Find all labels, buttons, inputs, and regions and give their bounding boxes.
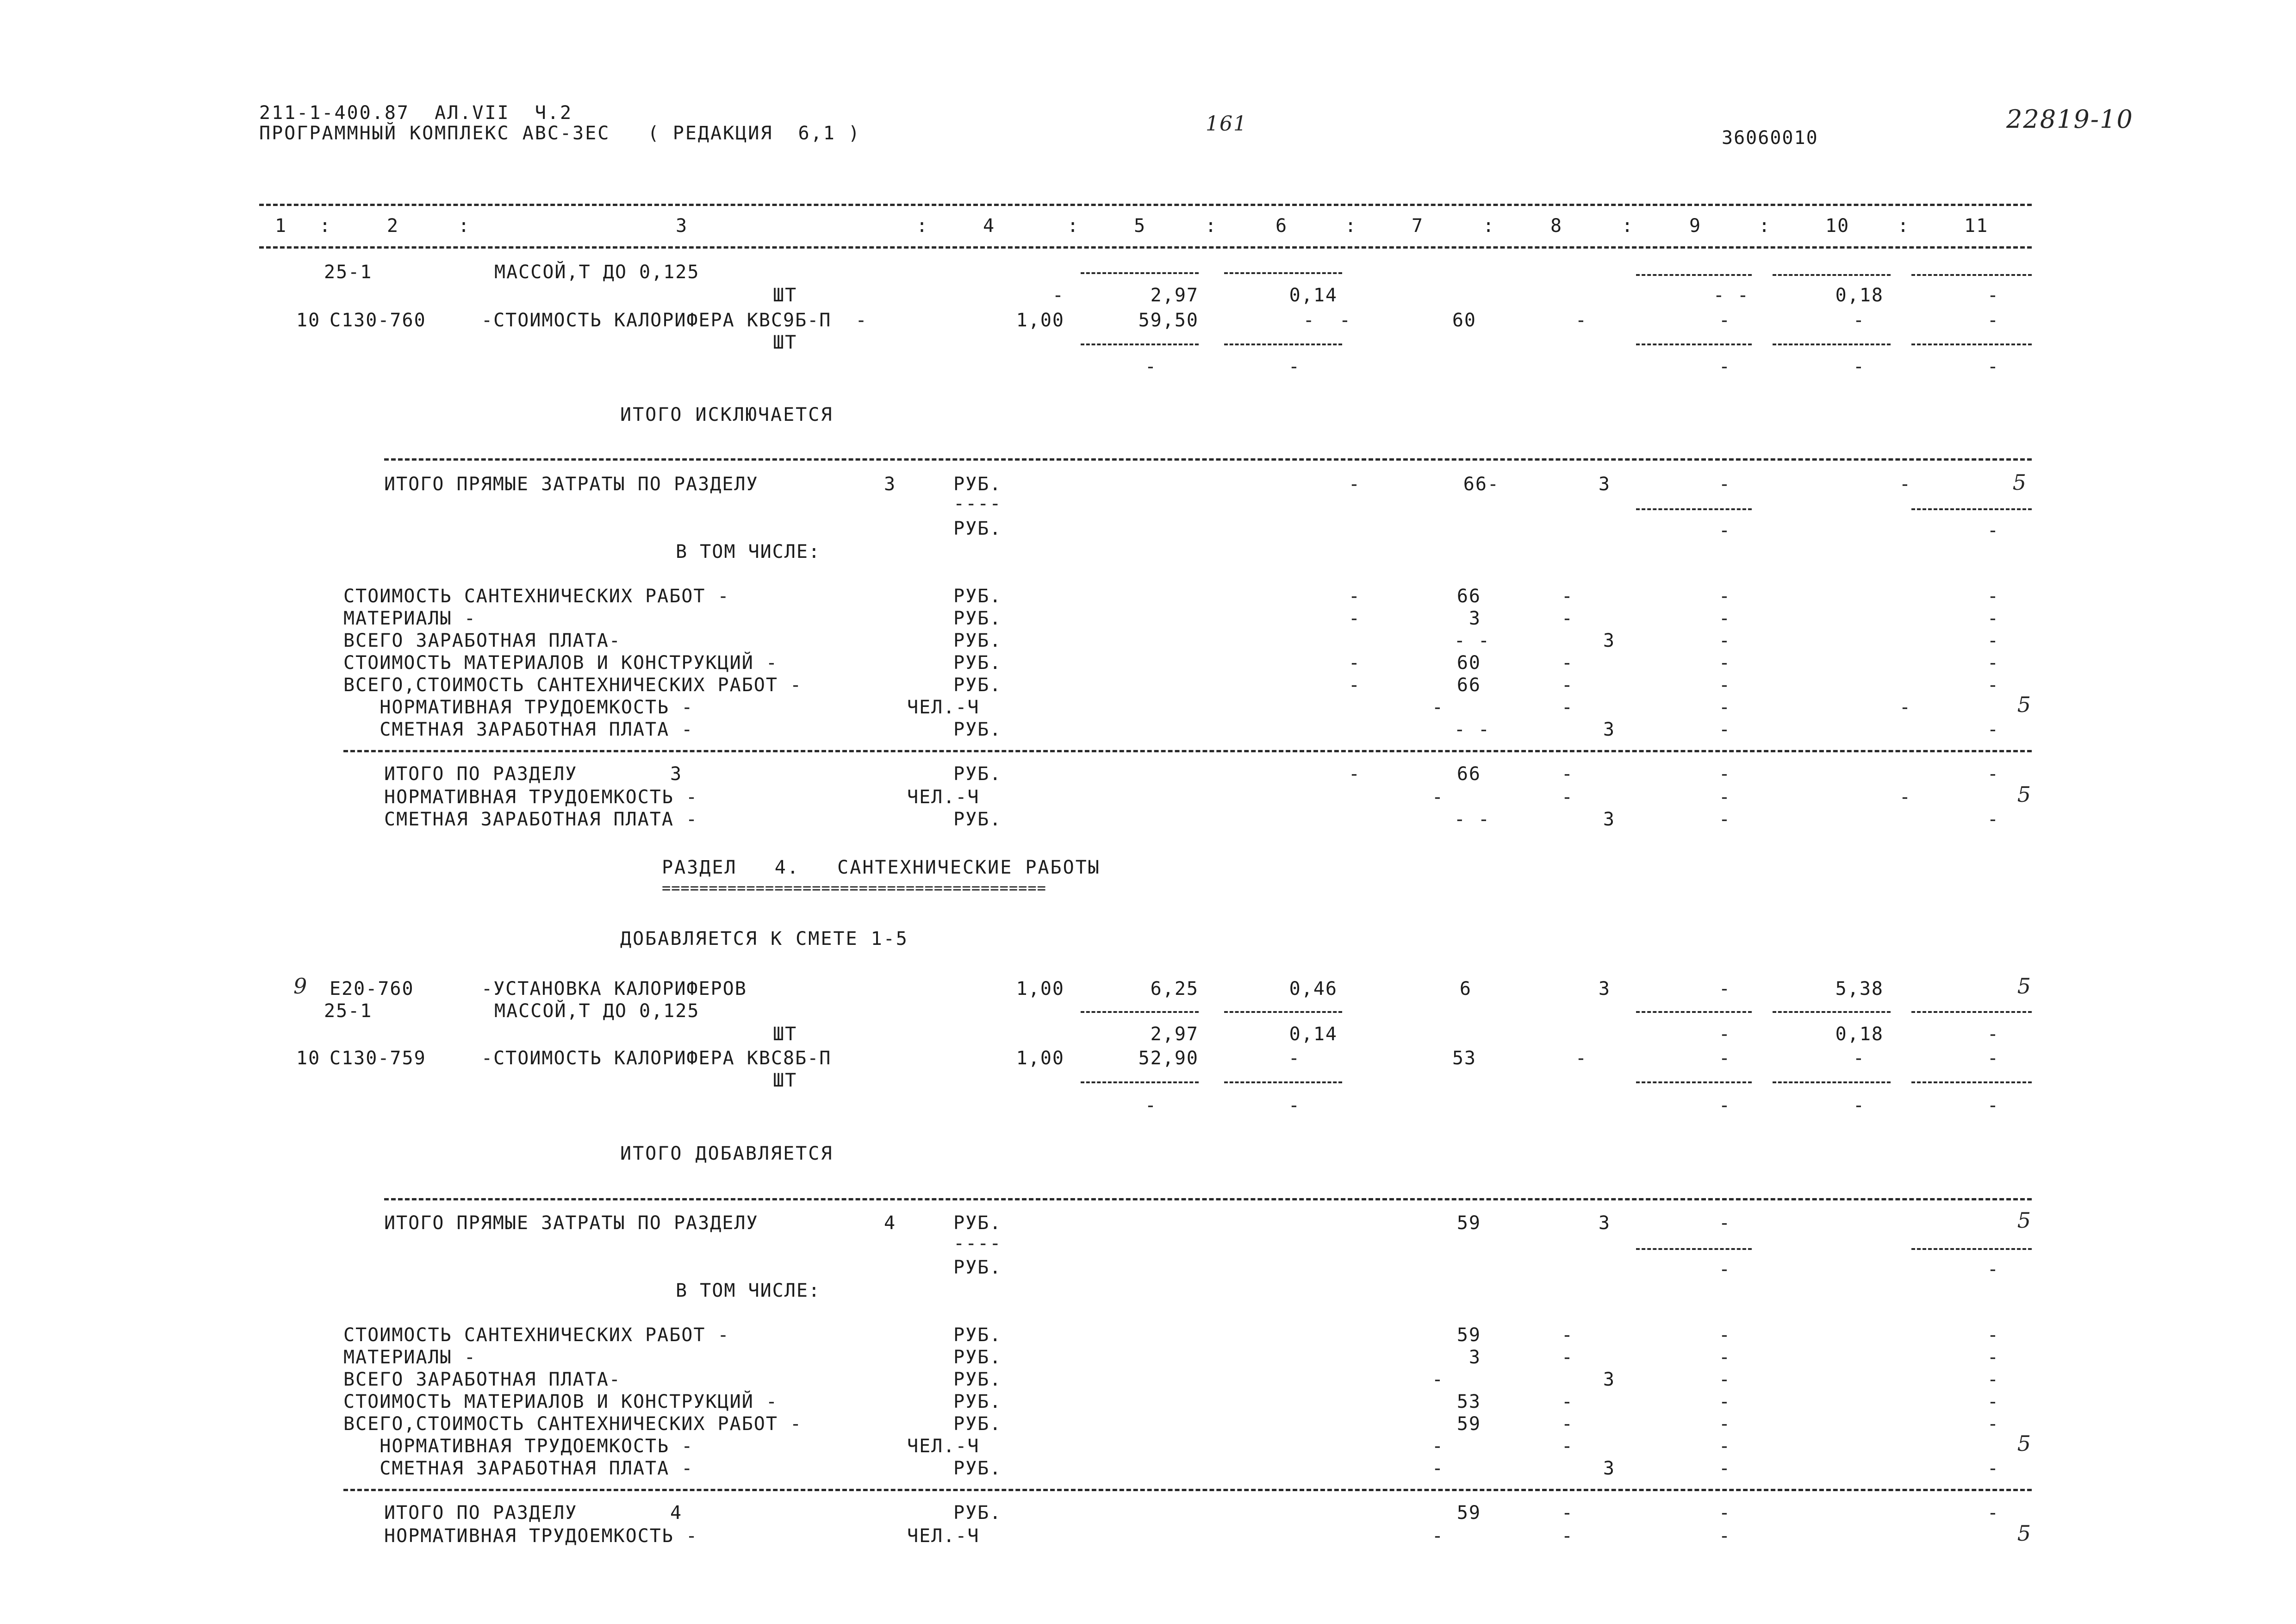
section-total-rule (343, 750, 2032, 752)
section-number: 4 (884, 1212, 896, 1234)
value: - (1561, 1502, 1574, 1524)
unit: РУБ. (953, 518, 1002, 539)
value: 66 (1456, 675, 1481, 696)
unit-dash: ---- (953, 493, 1002, 514)
value: 3 (1598, 1212, 1611, 1234)
value: - (1987, 1048, 1999, 1069)
description: МАССОЙ,Т ДО 0,125 (494, 262, 700, 283)
value: - (1561, 652, 1574, 674)
unit: РУБ. (953, 1369, 1002, 1390)
value: 3 (1603, 1458, 1615, 1479)
value: - (1853, 1095, 1865, 1116)
value: - (1718, 1369, 1731, 1390)
value: - (1987, 1413, 1999, 1435)
doc-id: 36060010 (1722, 127, 1818, 149)
value: - (1718, 1525, 1731, 1547)
value: - (1987, 1024, 1999, 1045)
label: ВСЕГО,СТОИМОСТЬ САНТЕХНИЧЕСКИХ РАБОТ - (343, 1413, 803, 1435)
unit-dash: ---- (953, 1233, 1002, 1254)
label: СМЕТНАЯ ЗАРАБОТНАЯ ПЛАТА - (343, 1458, 694, 1479)
unit: ШТ (773, 1070, 797, 1091)
value: - (1718, 1212, 1731, 1234)
label: НОРМАТИВНАЯ ТРУДОЕМКОСТЬ - (384, 787, 698, 808)
value: - (1987, 356, 1999, 377)
value: - (1288, 356, 1300, 377)
value: 6,25 (1150, 978, 1199, 999)
value: - (1987, 1095, 1999, 1116)
sub-rule (1636, 508, 1752, 510)
value: - (1561, 1347, 1574, 1368)
value: 5,38 (1835, 978, 1884, 999)
col-sep: : (916, 215, 929, 237)
value: - - (1454, 630, 1490, 651)
added-title: ДОБАВЛЯЕТСЯ К СМЕТЕ 1-5 (620, 928, 908, 949)
value: 53 (1452, 1048, 1476, 1069)
totals-rule (384, 1198, 2032, 1200)
value: - (1718, 763, 1731, 785)
value: - (1718, 310, 1731, 331)
value: - (1987, 1369, 1999, 1390)
col-6: 6 (1276, 215, 1288, 237)
value: 5 (2017, 974, 2032, 999)
col-7: 7 (1412, 215, 1424, 237)
unit: РУБ. (953, 630, 1002, 651)
sub-rule (1081, 272, 1199, 274)
value: - (1718, 586, 1731, 607)
value: 5 (2017, 1521, 2032, 1546)
value: - (1718, 1436, 1731, 1457)
value: - (1561, 1413, 1574, 1435)
value: 0,14 (1289, 1024, 1338, 1045)
value: - - (1454, 809, 1490, 830)
value: - (1431, 1369, 1444, 1390)
value: 3 (1603, 1369, 1615, 1390)
unit: ШТ (773, 332, 797, 353)
unit: РУБ. (953, 809, 1002, 830)
label: СТОИМОСТЬ МАТЕРИАЛОВ И КОНСТРУКЦИЙ - (343, 652, 778, 674)
handwritten-stamp: 22819-10 (2006, 105, 2134, 134)
value: 59,50 (1138, 310, 1199, 331)
label: НОРМАТИВНАЯ ТРУДОЕМКОСТЬ - (384, 1525, 698, 1547)
unit: РУБ. (953, 763, 1002, 785)
sub-rule (1911, 1081, 2032, 1083)
value: 5 (2017, 1208, 2032, 1233)
value: 59 (1456, 1324, 1481, 1346)
value: - (1987, 719, 1999, 740)
col-sep: : (1759, 215, 1771, 237)
unit: РУБ. (953, 1502, 1002, 1524)
unit: РУБ. (953, 586, 1002, 607)
sub-rule (1224, 1011, 1342, 1013)
value: 0,14 (1289, 285, 1338, 306)
value: - (1718, 1024, 1731, 1045)
value: - (1561, 675, 1574, 696)
label: ВСЕГО ЗАРАБОТНАЯ ПЛАТА- (343, 630, 621, 651)
value: - (1718, 675, 1731, 696)
value: - (1348, 474, 1361, 495)
sub-rule (1773, 1011, 1891, 1013)
value: 3 (1598, 978, 1611, 999)
unit: РУБ. (953, 1257, 1002, 1278)
table-top-rule (259, 204, 2032, 206)
sub-rule (1636, 344, 1752, 345)
label: НОРМАТИВНАЯ ТРУДОЕМКОСТЬ - (343, 697, 694, 718)
col-3: 3 (676, 215, 688, 237)
unit: РУБ. (953, 1347, 1002, 1368)
value: - (1987, 586, 1999, 607)
value: 5 (2017, 782, 2032, 807)
sub-rule (1224, 1081, 1342, 1083)
value: - (1718, 356, 1731, 377)
value: 3 (1468, 1347, 1481, 1368)
section-number: 4 (670, 1502, 683, 1524)
unit: РУБ. (953, 1324, 1002, 1346)
col-sep: : (1483, 215, 1495, 237)
value: - (1052, 285, 1064, 306)
col-2: 2 (387, 215, 399, 237)
value: 3 (1603, 809, 1615, 830)
description: -СТОИМОСТЬ КАЛОРИФЕРА КВС8Б-П (481, 1048, 832, 1069)
row-number: 10 (296, 1048, 321, 1069)
page-number: 161 (1206, 112, 1247, 136)
value: 66 (1456, 763, 1481, 785)
value: 2,97 (1150, 1024, 1199, 1045)
value: 59 (1456, 1212, 1481, 1234)
unit: РУБ. (953, 675, 1002, 696)
value: - (1431, 1436, 1444, 1457)
value: - (1987, 1502, 1999, 1524)
value: 3 (1468, 608, 1481, 629)
value: 5 (2017, 692, 2032, 717)
section-total-label: ИТОГО ПО РАЗДЕЛУ (384, 763, 578, 785)
label: СТОИМОСТЬ САНТЕХНИЧЕСКИХ РАБОТ - (343, 1324, 730, 1346)
label: СМЕТНАЯ ЗАРАБОТНАЯ ПЛАТА - (384, 809, 698, 830)
sub-rule (1911, 274, 2032, 276)
doc-code: 211-1-400.87 АЛ.VII Ч.2 (259, 102, 573, 124)
value: 59 (1456, 1502, 1481, 1524)
value: 2,97 (1150, 285, 1199, 306)
unit: ШТ (773, 1024, 797, 1045)
unit: ЧЕЛ.-Ч (907, 697, 980, 718)
sub-rule (1081, 1081, 1199, 1083)
sub-rule (1911, 344, 2032, 345)
value: - (1561, 586, 1574, 607)
sub-rule (1911, 1248, 2032, 1250)
value: - (1987, 630, 1999, 651)
row-number: 10 (296, 310, 321, 331)
value: - (1718, 1324, 1731, 1346)
value: - (1718, 630, 1731, 651)
totals-rule (384, 458, 2032, 461)
value: - (1561, 787, 1574, 808)
col-5: 5 (1134, 215, 1146, 237)
value: 5 (2012, 470, 2027, 495)
value: - (1987, 1458, 1999, 1479)
unit: РУБ. (953, 1212, 1002, 1234)
value: - (1348, 652, 1361, 674)
value: 0,46 (1289, 978, 1338, 999)
value: - (1899, 697, 1911, 718)
value: - (1718, 787, 1731, 808)
value: 60 (1456, 652, 1481, 674)
sub-rule (1911, 1011, 2032, 1013)
value: - (1145, 356, 1157, 377)
value: - (1431, 787, 1444, 808)
code: Е20-760 (330, 978, 414, 999)
unit: ШТ (773, 285, 797, 306)
value: 60 (1452, 310, 1476, 331)
value: - (1987, 1391, 1999, 1412)
including-label: В ТОМ ЧИСЛЕ: (676, 1280, 821, 1301)
value: 66- (1463, 474, 1500, 495)
value: - (1145, 1095, 1157, 1116)
col-9: 9 (1689, 215, 1702, 237)
direct-costs-label: ИТОГО ПРЯМЫЕ ЗАТРАТЫ ПО РАЗДЕЛУ (384, 1212, 759, 1234)
value: - (1718, 520, 1731, 541)
label: СТОИМОСТЬ САНТЕХНИЧЕСКИХ РАБОТ - (343, 586, 730, 607)
label: МАТЕРИАЛЫ - (343, 1347, 476, 1368)
value: - (1718, 1458, 1731, 1479)
unit: РУБ. (953, 719, 1002, 740)
section4-underline: ========================================= (662, 881, 1046, 895)
sub-rule (1636, 1081, 1752, 1083)
value: - (1718, 1391, 1731, 1412)
col-sep: : (1345, 215, 1357, 237)
section-number: 3 (884, 474, 896, 495)
unit: ЧЕЛ.-Ч (907, 1525, 980, 1547)
value: - (1853, 310, 1865, 331)
value: - (1987, 809, 1999, 830)
value: 5 (2017, 1431, 2032, 1456)
sub-rule (1224, 272, 1342, 274)
value: 0,18 (1835, 1024, 1884, 1045)
value: - (1431, 697, 1444, 718)
sub-rule (1636, 1011, 1752, 1013)
value: - (1561, 763, 1574, 785)
col-sep: : (1205, 215, 1218, 237)
label: СТОИМОСТЬ МАТЕРИАЛОВ И КОНСТРУКЦИЙ - (343, 1391, 778, 1412)
unit: ЧЕЛ.-Ч (907, 787, 980, 808)
value: - (1561, 697, 1574, 718)
value: - (1987, 1259, 1999, 1280)
value: - (1718, 1048, 1731, 1069)
value: 59 (1456, 1413, 1481, 1435)
col-sep: : (458, 215, 471, 237)
value: 3 (1598, 474, 1611, 495)
value: - (1718, 474, 1731, 495)
value: - (1718, 1095, 1731, 1116)
value: - (1348, 763, 1361, 785)
value: 6 (1459, 978, 1472, 999)
value: - (1348, 608, 1361, 629)
label: СМЕТНАЯ ЗАРАБОТНАЯ ПЛАТА - (343, 719, 694, 740)
unit: РУБ. (953, 1413, 1002, 1435)
section4-title: РАЗДЕЛ 4. САНТЕХНИЧЕСКИЕ РАБОТЫ (662, 857, 1101, 878)
value: - (1853, 356, 1865, 377)
value: 1,00 (1016, 1048, 1064, 1069)
value: - (1987, 1324, 1999, 1346)
col-10: 10 (1825, 215, 1850, 237)
unit: РУБ. (953, 608, 1002, 629)
value: - (1987, 763, 1999, 785)
value: - (1288, 1095, 1300, 1116)
excluded-title: ИТОГО ИСКЛЮЧАЕТСЯ (620, 404, 834, 425)
description: МАССОЙ,Т ДО 0,125 (494, 1000, 700, 1022)
value: - (1575, 1048, 1587, 1069)
code: С130-760 (330, 310, 426, 331)
code: С130-759 (330, 1048, 426, 1069)
value: - (1718, 1502, 1731, 1524)
col-8: 8 (1550, 215, 1563, 237)
value: - - (1713, 285, 1749, 306)
value: 1,00 (1016, 310, 1064, 331)
value: - (1718, 652, 1731, 674)
unit: РУБ. (953, 474, 1002, 495)
label: ВСЕГО,СТОИМОСТЬ САНТЕХНИЧЕСКИХ РАБОТ - (343, 675, 803, 696)
value: - (1348, 586, 1361, 607)
sub-rule (1224, 344, 1342, 345)
unit: РУБ. (953, 1391, 1002, 1412)
value: - (1987, 652, 1999, 674)
including-label: В ТОМ ЧИСЛЕ: (676, 541, 821, 562)
value: - (1718, 809, 1731, 830)
value: - (1987, 285, 1999, 306)
sub-rule (1773, 344, 1891, 345)
col-4: 4 (983, 215, 996, 237)
direct-costs-label: ИТОГО ПРЯМЫЕ ЗАТРАТЫ ПО РАЗДЕЛУ (384, 474, 759, 495)
value: - (1718, 1259, 1731, 1280)
added-total-title: ИТОГО ДОБАВЛЯЕТСЯ (620, 1143, 834, 1164)
value: 3 (1603, 719, 1615, 740)
value: - (1718, 1347, 1731, 1368)
value: - (1431, 1458, 1444, 1479)
row-number: 9 (293, 974, 308, 999)
value: 52,90 (1138, 1048, 1199, 1069)
sub-rule (1773, 1081, 1891, 1083)
value: 66 (1456, 586, 1481, 607)
value: - (1987, 675, 1999, 696)
sub-rule (1911, 508, 2032, 510)
col-sep: : (1067, 215, 1080, 237)
label: ВСЕГО ЗАРАБОТНАЯ ПЛАТА- (343, 1369, 621, 1390)
value: 1,00 (1016, 978, 1064, 999)
value: - (1899, 474, 1911, 495)
sub-rule (1081, 344, 1199, 345)
unit: РУБ. (953, 1458, 1002, 1479)
value: - (1561, 1324, 1574, 1346)
description: -УСТАНОВКА КАЛОРИФЕРОВ (481, 978, 747, 999)
value: - (1718, 1413, 1731, 1435)
col-1: 1 (275, 215, 287, 237)
col-sep: : (1622, 215, 1634, 237)
value: - - (1303, 310, 1351, 331)
value: - (1561, 1525, 1574, 1547)
unit: ЧЕЛ.-Ч (907, 1436, 980, 1457)
col-sep: : (319, 215, 332, 237)
value: - (1718, 978, 1731, 999)
value: - (1899, 787, 1911, 808)
unit: РУБ. (953, 652, 1002, 674)
value: - (1987, 608, 1999, 629)
col-sep: : (1898, 215, 1910, 237)
code: 25-1 (324, 262, 373, 283)
program-name: ПРОГРАММНЫЙ КОМПЛЕКС АВС-3ЕС ( РЕДАКЦИЯ 6,1 ) (259, 123, 861, 144)
value: - (1718, 697, 1731, 718)
value: - (1987, 1347, 1999, 1368)
value: - - (1454, 719, 1490, 740)
section-number: 3 (670, 763, 683, 785)
value: - (1561, 608, 1574, 629)
description: -СТОИМОСТЬ КАЛОРИФЕРА КВС9Б-П - (481, 310, 868, 331)
value: - (1853, 1048, 1865, 1069)
sub-rule (1636, 274, 1752, 276)
col-11: 11 (1964, 215, 1989, 237)
sub-rule (1081, 1011, 1199, 1013)
value: - (1718, 608, 1731, 629)
value: 0,18 (1835, 285, 1884, 306)
value: - (1561, 1436, 1574, 1457)
label: НОРМАТИВНАЯ ТРУДОЕМКОСТЬ - (343, 1436, 694, 1457)
table-header-rule (259, 246, 2032, 249)
value: - (1718, 719, 1731, 740)
value: - (1348, 675, 1361, 696)
value: - (1987, 310, 1999, 331)
value: - (1431, 1525, 1444, 1547)
value: - (1987, 520, 1999, 541)
value: - (1288, 1048, 1300, 1069)
sub-rule (1773, 274, 1891, 276)
value: 3 (1603, 630, 1615, 651)
label: МАТЕРИАЛЫ - (343, 608, 476, 629)
sub-rule (1636, 1248, 1752, 1250)
section-total-rule (343, 1489, 2032, 1491)
value: - (1575, 310, 1587, 331)
code: 25-1 (324, 1000, 373, 1022)
value: 53 (1456, 1391, 1481, 1412)
section-total-label: ИТОГО ПО РАЗДЕЛУ (384, 1502, 578, 1524)
value: - (1561, 1391, 1574, 1412)
